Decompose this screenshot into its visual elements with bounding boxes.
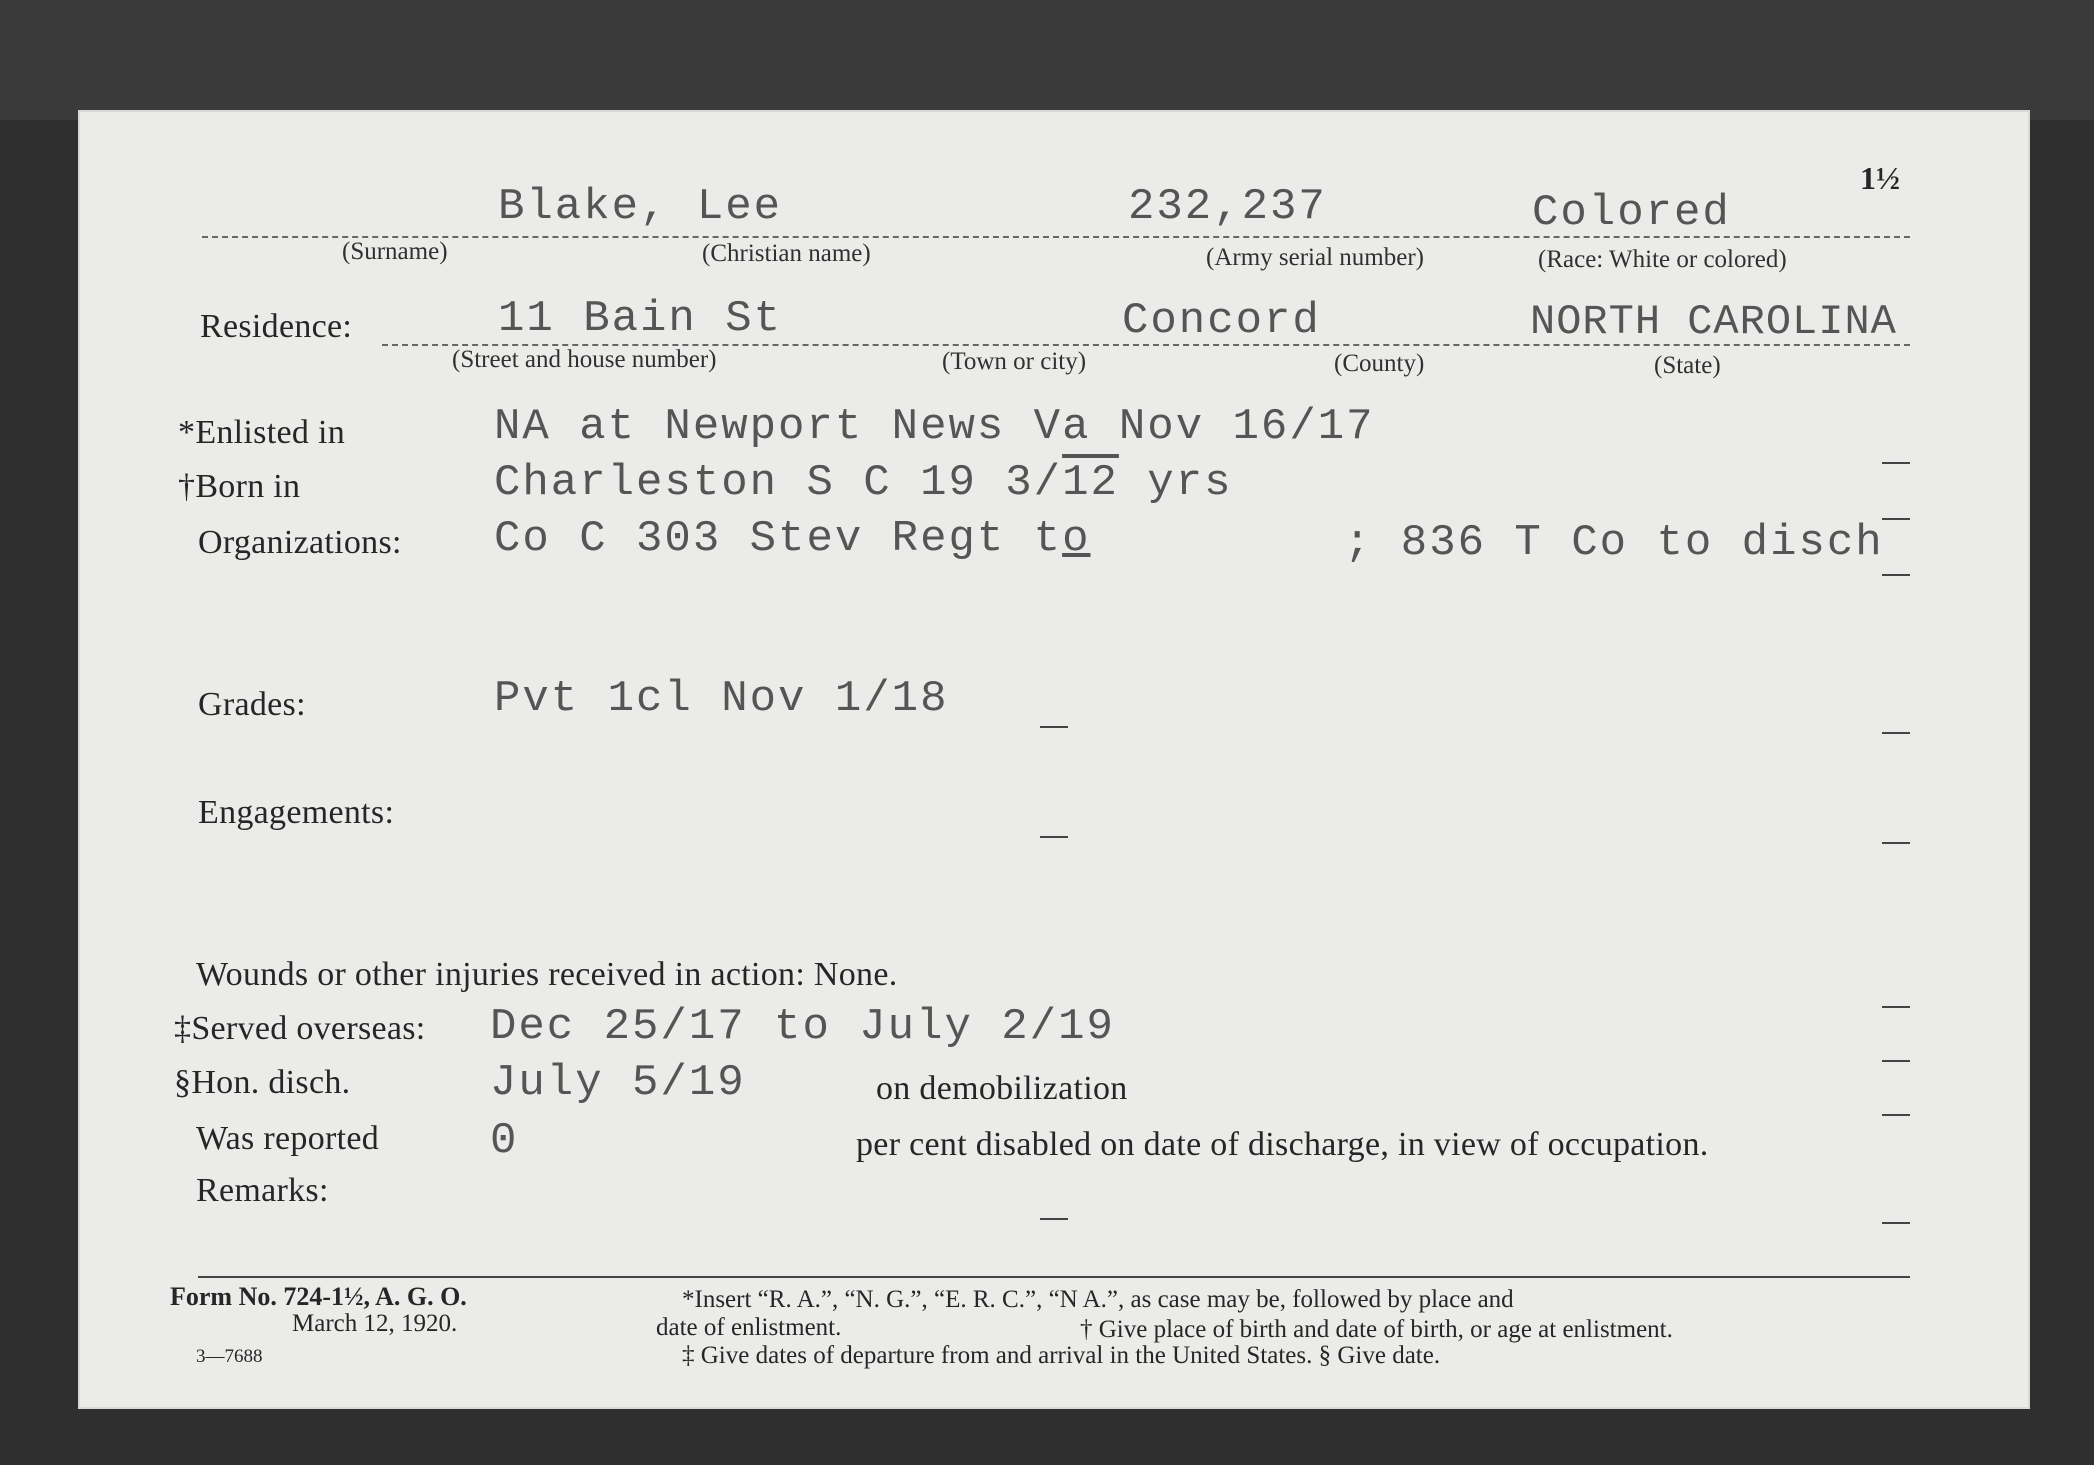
- born-value-post: yrs: [1118, 458, 1233, 508]
- margin-dash: [1882, 1060, 1910, 1062]
- served-overseas-label-text: Served overseas:: [191, 1010, 426, 1047]
- street-value: 11 Bain St: [498, 294, 783, 344]
- mid-dash: [1040, 836, 1068, 838]
- state-caption: (State): [1654, 352, 1721, 379]
- hon-disch-label: [174, 1064, 350, 1102]
- organizations-value-right: ; 836 T Co to disch: [1344, 518, 1884, 568]
- form-date: March 12, 1920.: [292, 1310, 458, 1337]
- margin-dash: [1882, 1006, 1910, 1008]
- engagements-label: Engagements:: [198, 794, 395, 831]
- surname-caption: (Surname): [342, 238, 448, 265]
- mid-dash: [1040, 1218, 1068, 1220]
- margin-dash: [1882, 518, 1910, 520]
- wounds-label: Wounds or other injuries received in action:: [196, 956, 806, 993]
- footnote-line-2a: date of enlistment.: [656, 1314, 842, 1341]
- state-value: NORTH CAROLINA: [1530, 298, 1897, 346]
- footnote-line-2b: † Give place of birth and date of birth, or age at enlistment.: [1080, 1316, 1673, 1343]
- margin-dash: [1882, 732, 1910, 734]
- born-value: [494, 458, 1233, 508]
- organizations-value: [494, 514, 1091, 564]
- born-label: [178, 468, 300, 506]
- was-reported-label: Was reported: [196, 1120, 380, 1157]
- print-code: 3—7688: [196, 1346, 263, 1367]
- organizations-label: Organizations:: [198, 524, 402, 561]
- hon-disch-marker: §: [174, 1064, 192, 1101]
- margin-dash: [1882, 574, 1910, 576]
- margin-dash: [1882, 1222, 1910, 1224]
- born-value-pre: Charleston S C 19 3/: [494, 458, 1063, 508]
- grades-label: Grades:: [198, 686, 306, 723]
- was-reported-suffix: per cent disabled on date of discharge, in view of occupation.: [856, 1126, 1709, 1163]
- race-value: Colored: [1532, 188, 1731, 238]
- grades-value: Pvt 1cl Nov 1/18: [494, 674, 949, 724]
- footnote-line-1: *Insert “R. A.”, “N. G.”, “E. R. C.”, “N A.”, as case may be, followed by place and: [682, 1286, 1514, 1313]
- background-top: [0, 0, 2094, 120]
- margin-dash: [1882, 842, 1910, 844]
- residence-label: Residence:: [200, 308, 353, 345]
- hon-disch-label-text: Hon. disch.: [191, 1064, 351, 1101]
- enlisted-value: NA at Newport News Va Nov 16/17: [494, 402, 1375, 452]
- margin-dash: [1882, 1114, 1910, 1116]
- town-caption: (Town or city): [942, 348, 1087, 375]
- race-caption: (Race: White or colored): [1538, 246, 1787, 273]
- organizations-value-pre: Co C 303 Stev Regt t: [494, 514, 1063, 564]
- organizations-value-ul: o: [1062, 514, 1091, 564]
- mid-dash: [1040, 726, 1068, 728]
- surname-value: Blake, Lee: [498, 182, 783, 232]
- was-reported-value: 0: [490, 1116, 519, 1166]
- town-value: Concord: [1122, 296, 1321, 346]
- served-overseas-label: [174, 1010, 426, 1048]
- hon-disch-suffix: on demobilization: [876, 1070, 1128, 1107]
- index-card: [78, 110, 2030, 1409]
- wounds-value: None.: [813, 956, 898, 993]
- footer-rule: [198, 1276, 1910, 1278]
- born-label-text: Born in: [195, 468, 301, 505]
- wounds-line: [196, 956, 898, 994]
- margin-dash: [1882, 462, 1910, 464]
- served-overseas-value: Dec 25/17 to July 2/19: [490, 1002, 1115, 1052]
- served-overseas-marker: ‡: [174, 1010, 192, 1047]
- street-caption: (Street and house number): [452, 346, 717, 373]
- remarks-label: Remarks:: [196, 1172, 329, 1209]
- form-number: Form No. 724-1½, A. G. O.: [170, 1282, 467, 1311]
- hon-disch-value: July 5/19: [490, 1058, 746, 1108]
- corner-number: 1½: [1860, 160, 1900, 196]
- born-marker: †: [178, 468, 196, 505]
- enlisted-label: [178, 414, 345, 452]
- county-caption: (County): [1334, 350, 1425, 377]
- born-value-over: 12: [1062, 458, 1119, 508]
- christian-name-caption: (Christian name): [702, 240, 871, 267]
- footnote-line-3: ‡ Give dates of departure from and arrival in the United States. § Give date.: [682, 1342, 1441, 1369]
- serial-caption: (Army serial number): [1206, 244, 1424, 271]
- name-line: [202, 236, 1910, 238]
- enlisted-marker: *: [178, 414, 196, 451]
- serial-number-value: 232,237: [1128, 182, 1327, 232]
- enlisted-label-text: Enlisted in: [195, 414, 345, 451]
